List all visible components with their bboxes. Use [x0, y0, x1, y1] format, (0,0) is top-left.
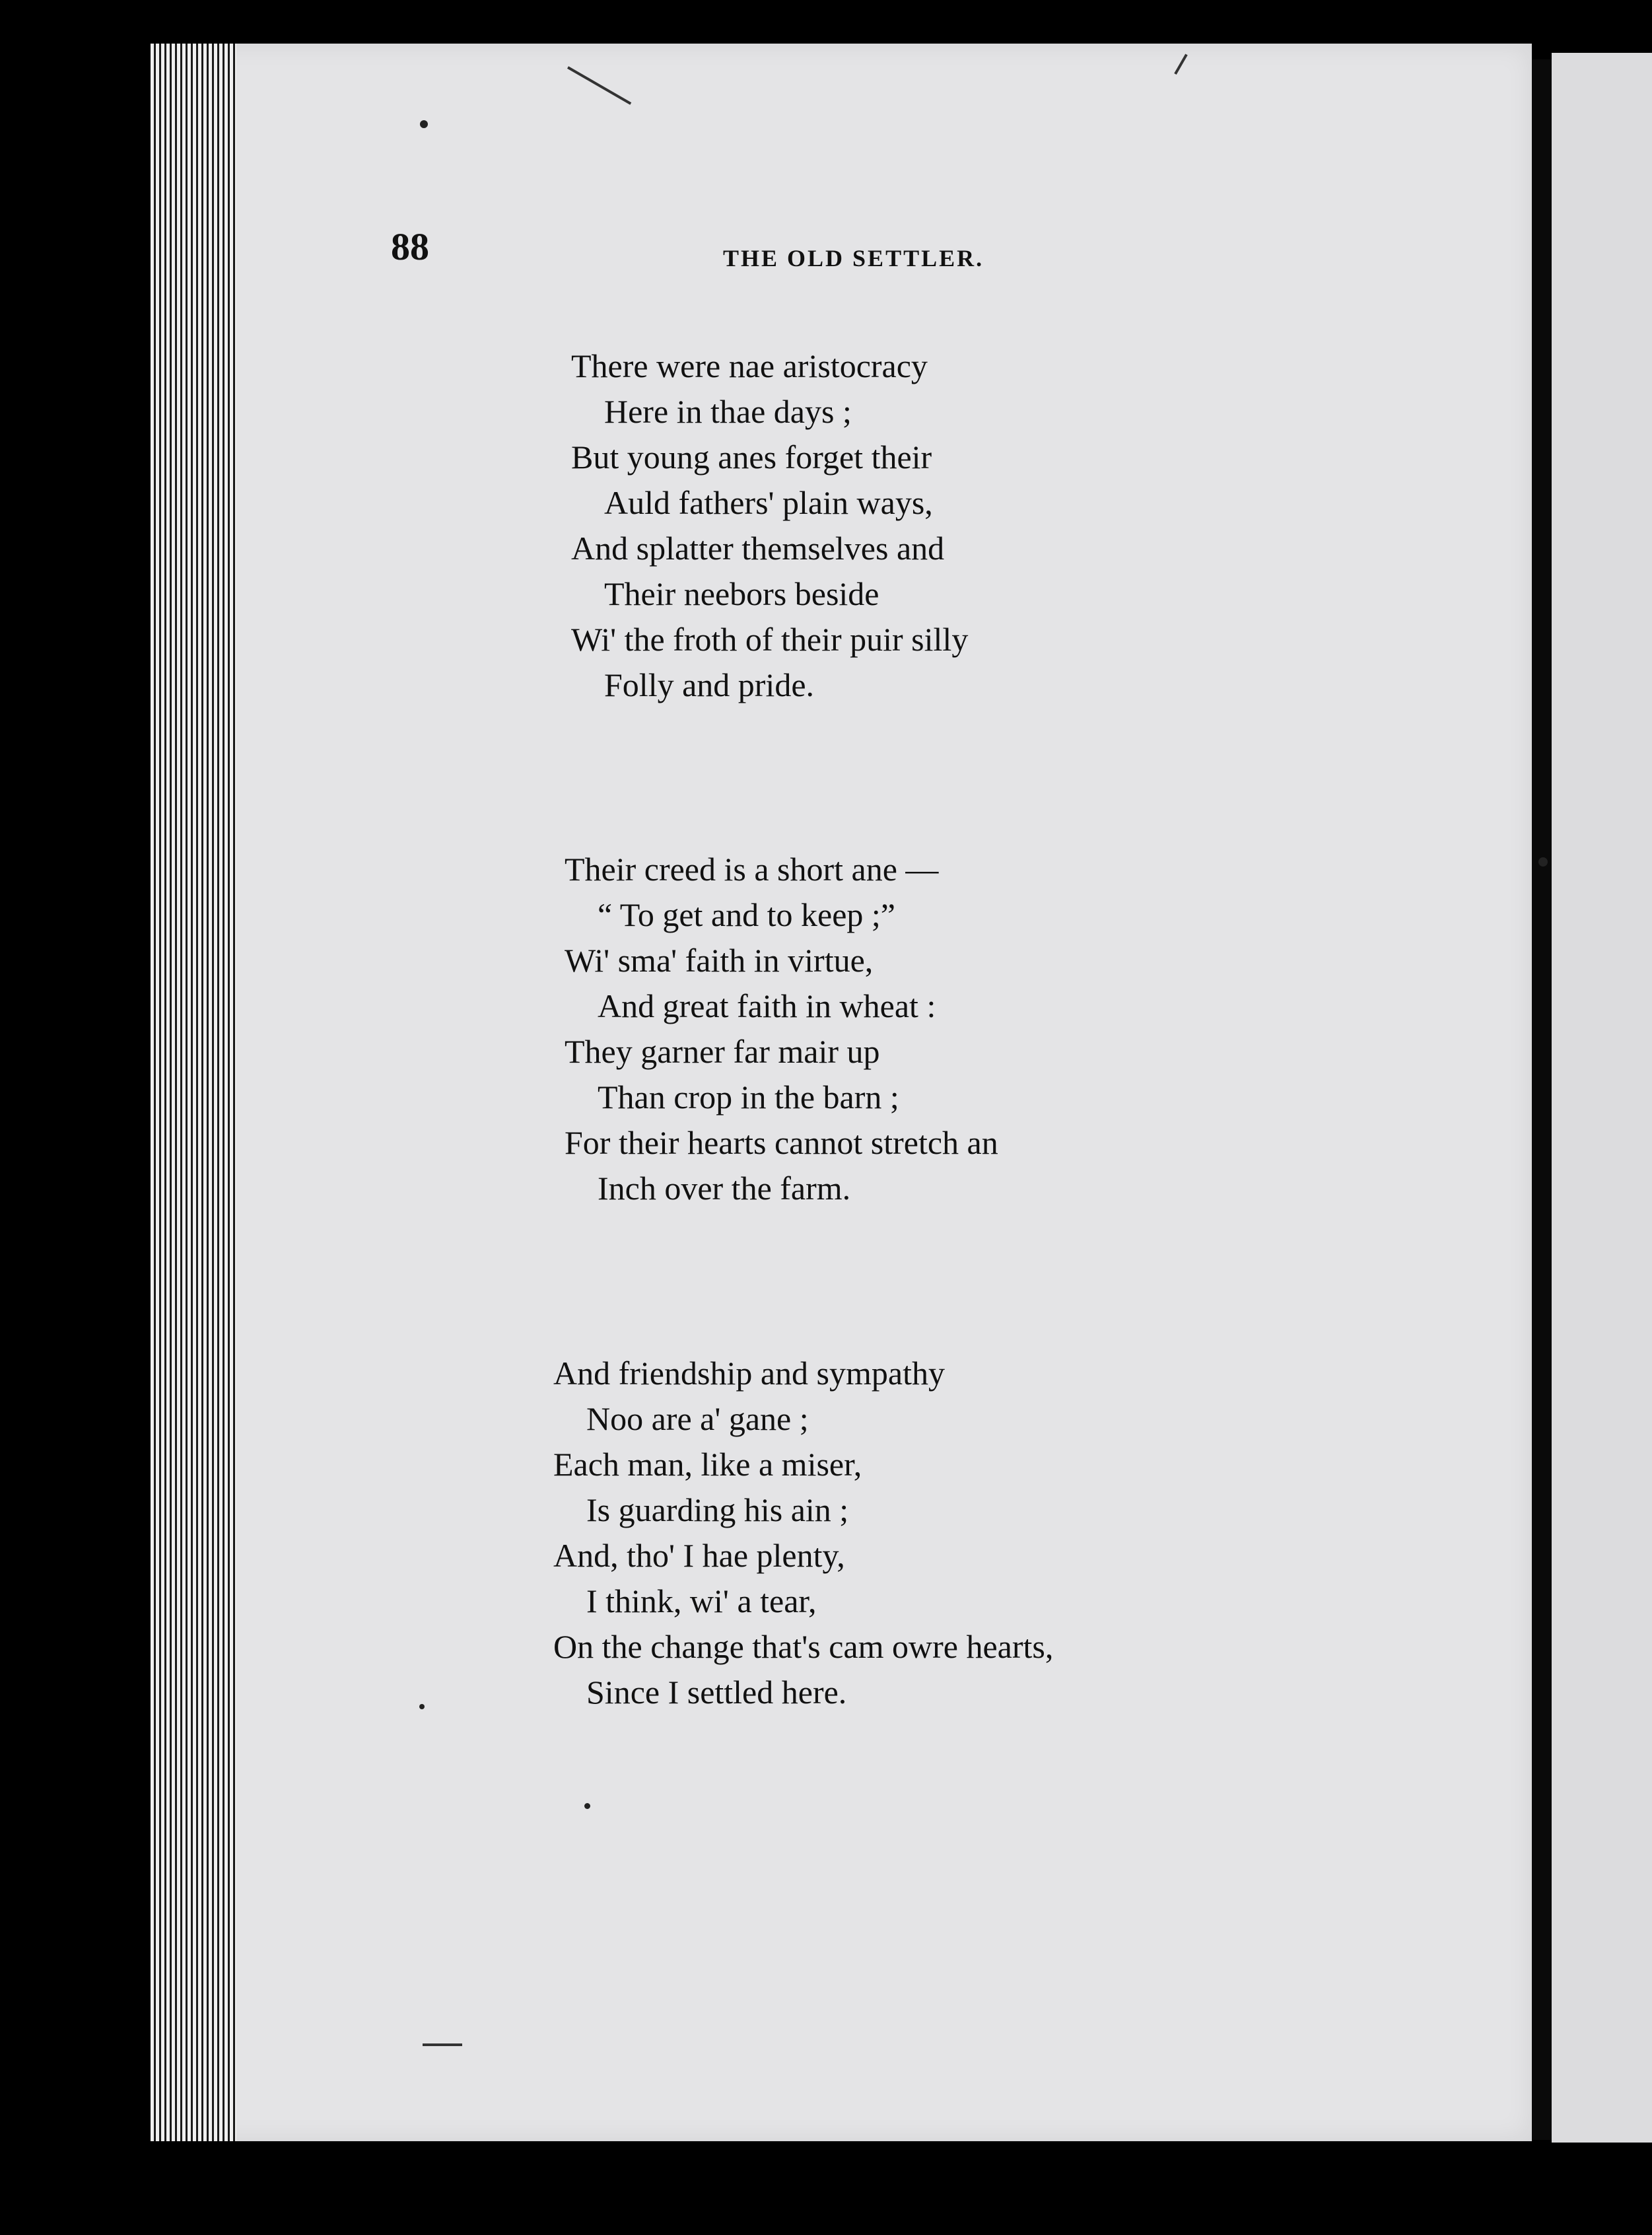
verse-line: On the change that's cam owre hearts,	[553, 1628, 1054, 1665]
verse-line: For their hearts cannot stretch an	[565, 1124, 998, 1161]
verse-line: And splatter themselves and	[571, 530, 945, 567]
scan-speck	[419, 1704, 425, 1709]
verse-line: Folly and pride.	[604, 666, 815, 703]
scan-speck	[1538, 857, 1548, 867]
verse-line: Here in thae days ;	[604, 393, 852, 430]
verse-line: There were nae aristocracy	[571, 347, 928, 384]
verse-line: Their neebors beside	[604, 575, 879, 612]
verse-line: Noo are a' gane ;	[586, 1400, 809, 1437]
verse-line: Wi' sma' faith in virtue,	[565, 942, 874, 979]
verse-line: Auld fathers' plain ways,	[604, 484, 933, 521]
scan-speck	[584, 1803, 590, 1809]
verse-line: Since I settled here.	[586, 1674, 847, 1711]
scan-speck	[420, 120, 428, 128]
verse-line: Each man, like a miser,	[553, 1446, 862, 1483]
verse-line: Wi' the froth of their puir silly	[571, 621, 969, 658]
verse-line: Than crop in the barn ;	[598, 1079, 899, 1116]
stanza-3	[553, 1351, 1053, 1715]
verse-line: And friendship and sympathy	[553, 1355, 945, 1392]
stanza-1	[571, 343, 968, 708]
verse-line: Is guarding his ain ;	[586, 1491, 849, 1528]
verse-line: And, tho' I hae plenty,	[553, 1537, 845, 1574]
verse-line: They garner far mair up	[565, 1033, 880, 1070]
page-number: 88	[391, 225, 429, 268]
page-binding-edge	[151, 44, 236, 2141]
verse-line: Their creed is a short ane —	[565, 851, 939, 888]
verse-line: And great faith in wheat :	[598, 987, 936, 1024]
verse-line: Inch over the farm.	[598, 1170, 851, 1207]
verse-line: “ To get and to keep ;”	[598, 896, 895, 933]
stanza-2	[565, 847, 998, 1211]
running-head: THE OLD SETTLER.	[723, 245, 984, 271]
scan-scratch	[423, 2043, 462, 2046]
verse-line: I think, wi' a tear,	[586, 1582, 817, 1619]
verse-line: But young anes forget their	[571, 439, 932, 476]
facing-page-edge	[1552, 53, 1652, 2143]
